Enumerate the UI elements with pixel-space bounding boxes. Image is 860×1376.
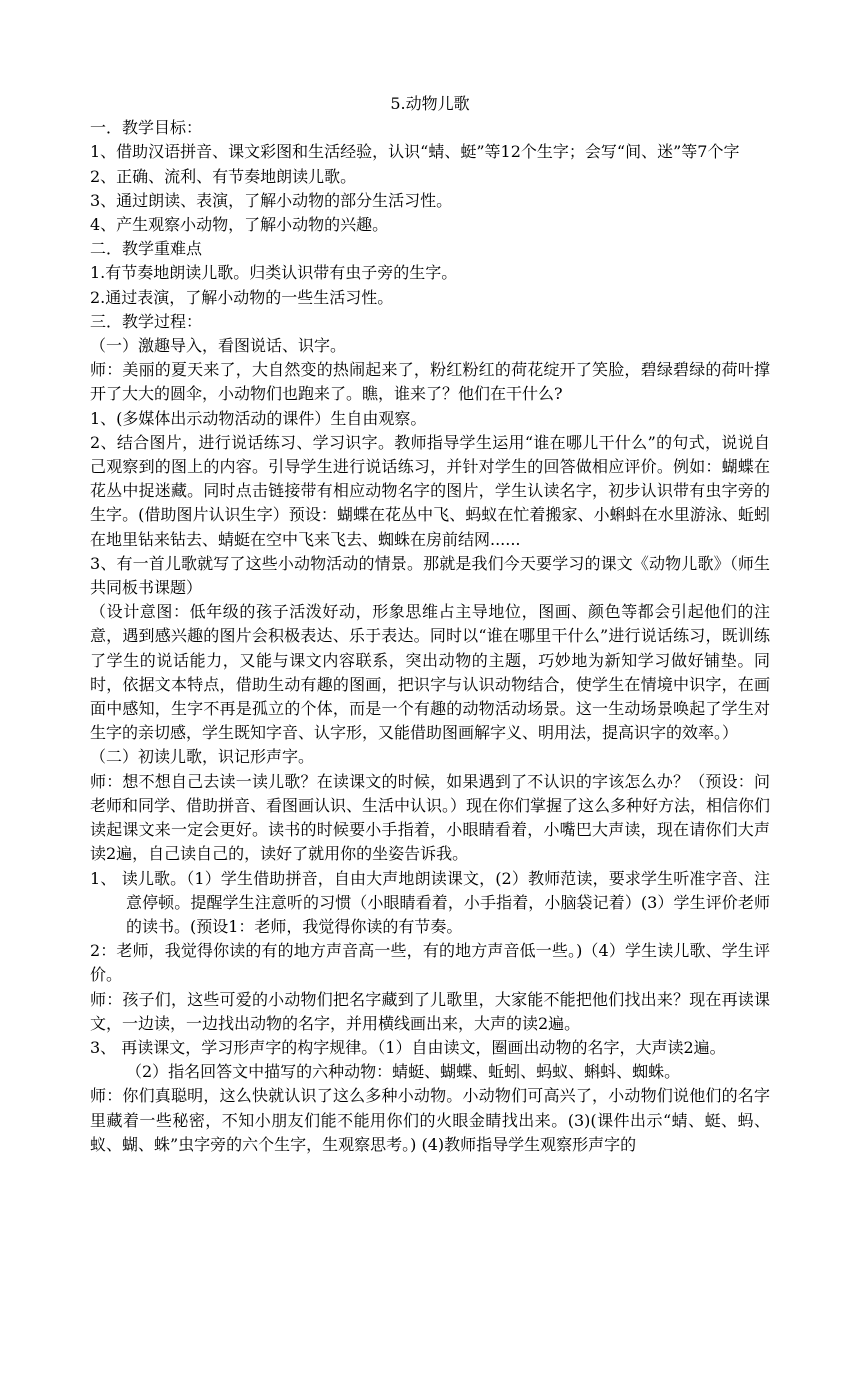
section-2-step-1: 1、 读儿歌。（1）学生借助拼音，自由大声地朗读课文，(2）教师范读，要求学生听准字音、注意停顿。提醒学生注意听的习惯（小眼睛看着，小手指着，小脑袋记着）(3）学生评价老师的读书。(预设1：老师，我觉得你读的有节奏。 [90, 868, 770, 936]
section-2-teacher-2: 师：你们真聪明，这么快就认识了这么多种小动物。小动物们可高兴了，小动物们说他们的名字里藏着一些秘密，不知小朋友们能不能用你们的火眼金睛找出来。(3)(课件出示“蜻、蜓、蚂、蚁、蝴、蛛”虫字旁的六个生字，生观察思考。) (4)教师指导学生观察形声字的 [90, 1086, 770, 1154]
section-1-step-1: 1、(多媒体出示动物活动的课件）生自由观察。 [90, 408, 427, 428]
section-2-step-1-cont: 2：老师，我觉得你读的有的地方声音高一些，有的地方声音低一些。)（4）学生读儿歌、学生评价。 [90, 941, 770, 985]
heading-goals: 一．教学目标： [90, 118, 203, 138]
section-2-teacher-1: 师：孩子们，这些可爱的小动物们把名字藏到了儿歌里，大家能不能把他们找出来？现在再读课文，一边读，一边找出动物的名字，并用横线画出来，大声的读2遍。 [90, 989, 770, 1033]
goal-3: 3、通过朗读、表演，了解小动物的部分生活习性。 [90, 190, 453, 210]
goal-1: 1、借助汉语拼音、课文彩图和生活经验，认识“蜻、蜓”等12个生字；会写“间、迷”等7个字 [90, 142, 740, 162]
heading-key-points: 二．教学重难点 [90, 239, 203, 259]
key-point-1: 1.有节奏地朗读儿歌。归类认识带有虫子旁的生字。 [90, 263, 458, 283]
section-1-intro: 师：美丽的夏天来了，大自然变的热闹起来了，粉红粉红的荷花绽开了笑脸，碧绿碧绿的荷叶撑开了大大的圆伞，小动物们也跑来了。瞧，谁来了？他们在干什么? [90, 360, 770, 404]
goal-4: 4、产生观察小动物，了解小动物的兴趣。 [90, 215, 389, 235]
section-1-step-2: 2、结合图片，进行说话练习、学习识字。教师指导学生运用“谁在哪儿干什么”的句式，说说自己观察到的图上的内容。引导学生进行说话练习，并针对学生的回答做相应评价。例如：蝴蝶在花丛中捉迷藏。同时点击链接带有相应动物名字的图片，学生认读名字，初步认识带有虫字旁的生字。(借助图片认识生字）预设：蝴蝶在花丛中飞、蚂蚁在忙着搬家、小蝌蚪在水里游泳、蚯蚓在地里钻来钻去、蜻蜓在空中飞来飞去、蜘蛛在房前结网...... [90, 432, 770, 549]
section-2-heading: （二）初读儿歌，识记形声字。 [90, 747, 315, 767]
section-2-intro: 师：想不想自己去读一读儿歌？在读课文的时候，如果遇到了不认识的字该怎么办？（预设：问老师和同学、借助拼音、看图画认识、生活中认识。）现在你们掌握了这么多种好方法，相信你们读起课文来一定会更好。读书的时候要小手指着，小眼睛看着，小嘴巴大声读，现在请你们大声读2遍，自己读自己的，读好了就用你的坐姿告诉我。 [90, 771, 771, 864]
key-point-2: 2.通过表演，了解小动物的一些生活习性。 [90, 287, 394, 307]
document-title: 5.动物儿歌 [390, 94, 470, 113]
section-1-heading: （一）激趣导入，看图说话、识字。 [90, 336, 347, 356]
section-2-step-3-sub: （2）指名回答文中描写的六种动物：蜻蜓、蝴蝶、蚯蚓、蚂蚁、蝌蚪、蜘蛛。 [126, 1062, 681, 1082]
section-2-step-3: 3、 再读课文，学习形声字的构字规律。（1）自由读文，圈画出动物的名字，大声读2遍。 [90, 1037, 726, 1057]
document-page [90, 92, 770, 1157]
design-intent: （设计意图：低年级的孩子活泼好动，形象思维占主导地位，图画、颜色等都会引起他们的注意，遇到感兴趣的图片会积极表达、乐于表达。同时以“谁在哪里干什么”进行说话练习，既训练了学生的说话能力，又能与课文内容联系，突出动物的主题，巧妙地为新知学习做好铺垫。同时，依据文本特点，借助生动有趣的图画，把识字与认识动物结合，使学生在情境中识字，在画面中感知，生字不再是孤立的个体，而是一个有趣的动物活动场景。这一生动场景唤起了学生对生字的亲切感，学生既知字音、认字形，又能借助图画解字义、明用法，提高识字的效率。） [90, 602, 770, 743]
goal-2: 2、正确、流利、有节奏地朗读儿歌。 [90, 166, 357, 186]
heading-process: 三．教学过程： [90, 311, 203, 331]
section-1-step-3: 3、有一首儿歌就写了这些小动物活动的情景。那就是我们今天要学习的课文《动物儿歌》（师生共同板书课题） [90, 553, 770, 598]
